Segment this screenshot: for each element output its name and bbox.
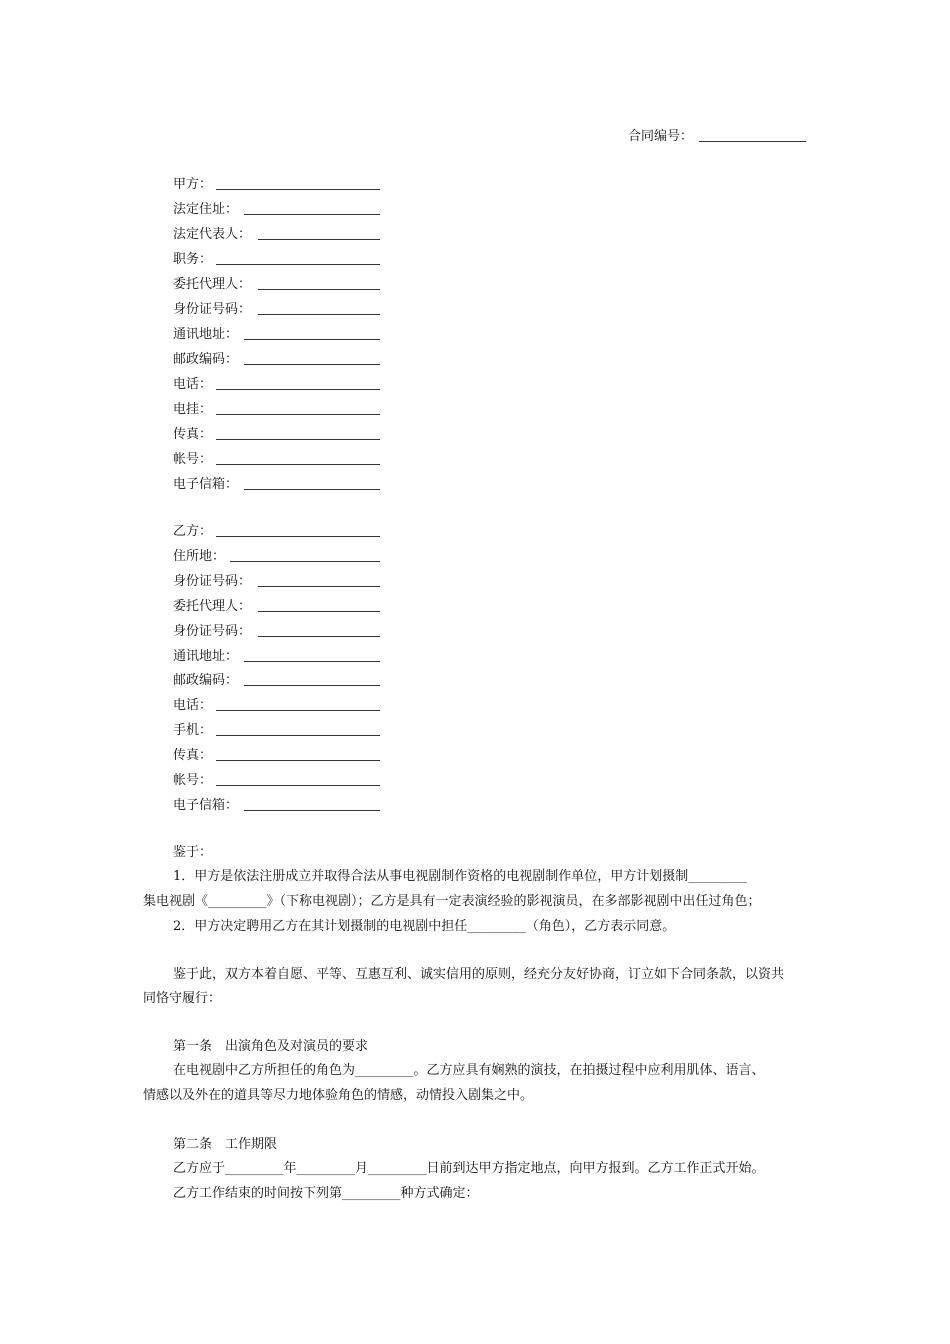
party-b-id-field [173, 573, 251, 591]
party-a-postcode-field [173, 351, 238, 369]
party-b-email-field [173, 797, 238, 815]
contract-number-blank[interactable] [699, 141, 806, 142]
party-a-name-field [173, 176, 212, 194]
party-b-mail-address-field [173, 648, 238, 666]
party-a-title-field [173, 251, 212, 269]
contract-number [628, 128, 693, 146]
field-blank[interactable] [258, 289, 380, 290]
field-blank[interactable] [244, 339, 380, 340]
field-label: 委托代理人： [173, 599, 252, 614]
party-b-name-field [173, 523, 212, 541]
field-blank[interactable] [258, 239, 380, 240]
field-label: 电话： [173, 377, 213, 392]
field-label: 电子信箱： [173, 477, 239, 492]
party-a-legal-rep-field [173, 226, 251, 244]
party-b-mobile-field [173, 722, 212, 740]
field-label: 甲方： [173, 177, 213, 192]
field-blank[interactable] [258, 586, 380, 587]
article-1-line-2: 情感以及外在的道具等尽力地体验角色的情感，动情投入剧集之中。 [143, 1088, 534, 1103]
party-b-account-field [173, 772, 212, 790]
field-blank[interactable] [216, 439, 380, 440]
field-label: 身份证号码： [173, 574, 252, 589]
field-blank[interactable] [216, 264, 380, 265]
field-blank[interactable] [258, 314, 380, 315]
field-label: 邮政编码： [173, 352, 239, 367]
field-blank[interactable] [244, 214, 380, 215]
preamble-line-2: 同恪守履行： [143, 991, 222, 1006]
field-blank[interactable] [244, 810, 380, 811]
field-blank[interactable] [244, 685, 380, 686]
recital-item-2: 2．甲方决定聘用乙方在其计划摄制的电视剧中担任_________（角色），乙方表示同意。 [173, 919, 676, 934]
recital-item-1-line-2: 集电视剧《_________》（下称电视剧）；乙方是具有一定表演经验的影视演员，在多部影视剧中出任过角色； [143, 894, 761, 909]
field-blank[interactable] [216, 710, 380, 711]
field-blank[interactable] [244, 661, 380, 662]
party-a-mail-address-field [173, 326, 238, 344]
field-blank[interactable] [216, 464, 380, 465]
party-a-email-field [173, 476, 238, 494]
field-label: 帐号： [173, 452, 213, 467]
party-a-id-field [173, 301, 251, 319]
field-blank[interactable] [216, 785, 380, 786]
field-blank[interactable] [216, 414, 380, 415]
party-a-agent-field [173, 276, 251, 294]
party-b-agent-field [173, 598, 251, 616]
party-b-fax-field [173, 747, 212, 765]
field-label: 传真： [173, 748, 213, 763]
field-label: 邮政编码： [173, 673, 239, 688]
party-b-residence-field [173, 548, 225, 566]
party-a-address-field [173, 201, 238, 219]
field-label: 法定代表人： [173, 227, 252, 242]
article-2-line-1: 乙方应于_________年_________月_________日前到达甲方指定地点，向甲方报到。乙方工作正式开始。 [173, 1161, 765, 1176]
field-label: 通讯地址： [173, 327, 239, 342]
field-label: 电挂： [173, 402, 213, 417]
field-blank[interactable] [216, 536, 380, 537]
article-1-title: 第一条 出演角色及对演员的要求 [173, 1039, 369, 1054]
field-label: 法定住址： [173, 202, 239, 217]
field-label: 帐号： [173, 773, 213, 788]
preamble-line-1: 鉴于此，双方本着自愿、平等、互惠互利、诚实信用的原则，经充分友好协商，订立如下合同条款，以资共 [173, 967, 785, 982]
field-blank[interactable] [230, 561, 380, 562]
party-b-phone-field [173, 697, 212, 715]
article-2-title: 第二条 工作期限 [173, 1137, 278, 1152]
field-label: 通讯地址： [173, 649, 239, 664]
field-label: 乙方： [173, 524, 213, 539]
field-blank[interactable] [258, 611, 380, 612]
article-1-line-1: 在电视剧中乙方所担任的角色为_________。乙方应具有娴熟的演技，在拍摄过程中应利用肌体、语言、 [173, 1063, 765, 1078]
party-a-fax-field [173, 426, 212, 444]
contract-number-label: 合同编号： [628, 129, 694, 144]
field-blank[interactable] [244, 489, 380, 490]
field-label: 委托代理人： [173, 277, 252, 292]
recitals-heading: 鉴于： [173, 845, 213, 860]
recital-item-1-line-1: 1．甲方是依法注册成立并取得合法从事电视剧制作资格的电视剧制作单位，甲方计划摄制_________ [173, 869, 747, 884]
field-blank[interactable] [216, 389, 380, 390]
field-label: 职务： [173, 252, 213, 267]
field-blank[interactable] [216, 735, 380, 736]
article-2-line-2: 乙方工作结束的时间按下列第_________种方式确定： [173, 1186, 479, 1201]
party-a-phone-field [173, 376, 212, 394]
field-label: 住所地： [173, 549, 226, 564]
party-a-cable-field [173, 401, 212, 419]
field-label: 身份证号码： [173, 302, 252, 317]
field-blank[interactable] [258, 636, 380, 637]
party-a-account-field [173, 451, 212, 469]
field-label: 身份证号码： [173, 624, 252, 639]
field-label: 电话： [173, 698, 213, 713]
field-blank[interactable] [216, 760, 380, 761]
field-label: 电子信箱： [173, 798, 239, 813]
field-blank[interactable] [244, 364, 380, 365]
field-blank[interactable] [216, 189, 380, 190]
party-b-postcode-field [173, 672, 238, 690]
field-label: 手机： [173, 723, 213, 738]
party-b-agent-id-field [173, 623, 251, 641]
field-label: 传真： [173, 427, 213, 442]
